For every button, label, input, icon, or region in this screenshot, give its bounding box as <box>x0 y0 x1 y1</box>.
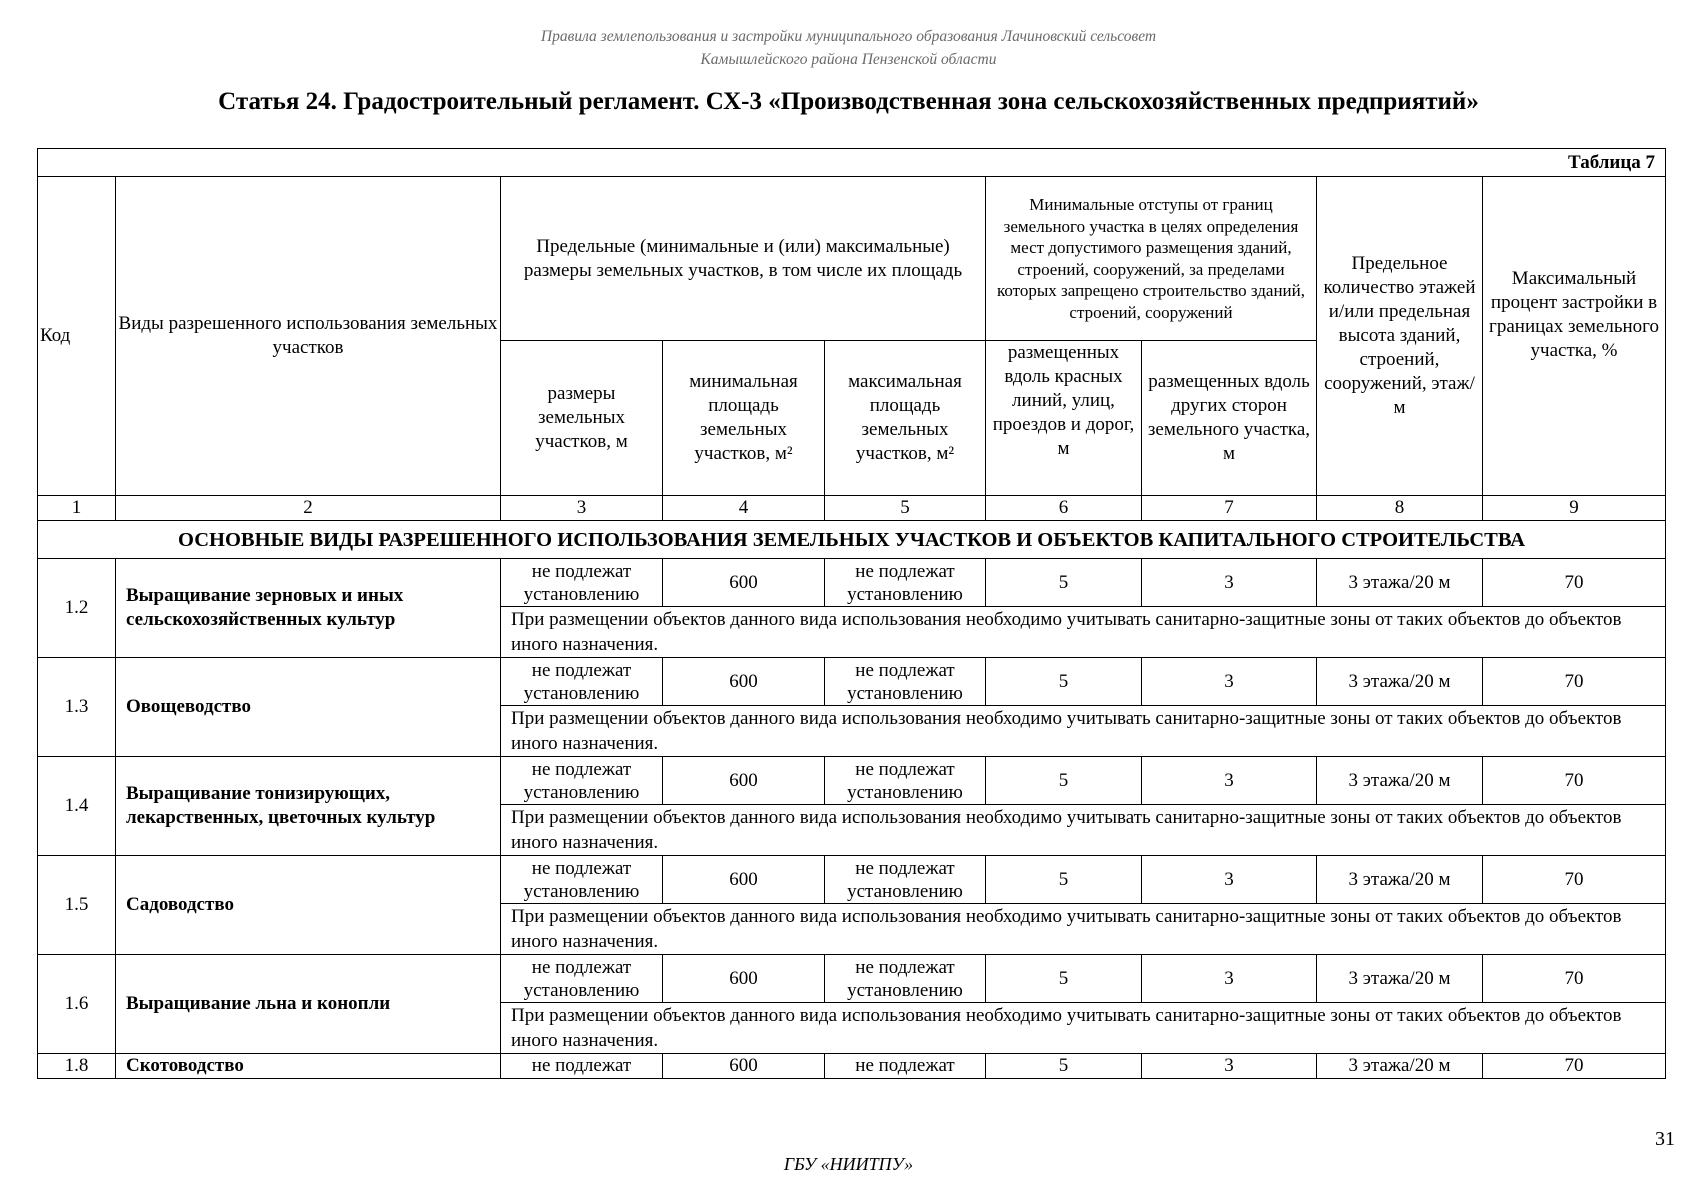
regulation-table <box>37 148 1666 1079</box>
col-number: 7 <box>1142 496 1317 521</box>
size-cell: не подлежат установлению <box>501 856 663 904</box>
header-setback-red: размещенных вдоль красных линий, улиц, проездов и дорог, м <box>986 341 1142 496</box>
running-header-line-1: Правила землепользования и застройки муниципального образования Лачиновский сельсовет <box>540 28 1157 45</box>
max-area-cell: не подлежат установлению <box>825 658 986 706</box>
min-area-cell: 600 <box>663 559 825 607</box>
table-row <box>38 658 1666 706</box>
size-cell: не подлежат <box>501 1054 663 1079</box>
code-cell: 1.3 <box>38 658 116 757</box>
floors-cell: 3 этажа/20 м <box>1317 757 1483 805</box>
col-number: 8 <box>1317 496 1483 521</box>
header-coverage: Максимальный процент застройки в границах земельного участка, % <box>1483 177 1666 496</box>
use-name-cell: Выращивание тонизирующих, лекарственных, цветочных культур <box>116 757 501 856</box>
setback-red-cell: 5 <box>986 559 1142 607</box>
use-name-cell: Скотоводство <box>116 1054 501 1079</box>
setback-other-cell: 3 <box>1142 658 1317 706</box>
code-cell: 1.5 <box>38 856 116 955</box>
note-cell: При размещении объектов данного вида использования необходимо учитывать санитарно-защитные зоны от таких объектов до объектов иного назначения. <box>501 706 1666 757</box>
setback-other-cell: 3 <box>1142 856 1317 904</box>
section-row <box>38 521 1666 559</box>
page-footer: ГБУ «НИИТПУ» <box>783 1154 914 1174</box>
column-numbers-row <box>38 496 1666 521</box>
header-floors: Предельное количество этажей и/или предельная высота зданий, строений, сооружений, этаж/м <box>1317 177 1483 496</box>
coverage-cell: 70 <box>1483 757 1666 805</box>
coverage-cell: 70 <box>1483 955 1666 1003</box>
header-sizes-group: Предельные (минимальные и (или) максимальные) размеры земельных участков, в том числе их площадь <box>501 177 986 341</box>
size-cell: не подлежат установлению <box>501 757 663 805</box>
min-area-cell: 600 <box>663 955 825 1003</box>
min-area-cell: 600 <box>663 658 825 706</box>
table-row <box>38 856 1666 904</box>
min-area-cell: 600 <box>663 757 825 805</box>
col-number: 2 <box>116 496 501 521</box>
setback-other-cell: 3 <box>1142 559 1317 607</box>
note-cell: При размещении объектов данного вида использования необходимо учитывать санитарно-защитные зоны от таких объектов до объектов иного назначения. <box>501 805 1666 856</box>
note-cell: При размещении объектов данного вида использования необходимо учитывать санитарно-защитные зоны от таких объектов до объектов иного назначения. <box>501 1003 1666 1054</box>
max-area-cell: не подлежат установлению <box>825 757 986 805</box>
header-setbacks-group: Минимальные отступы от границ земельного участка в целях определения мест допустимого размещения зданий, строений, сооружений, за пределами которых запрещено строительство зданий, строений, сооружений <box>986 177 1317 341</box>
table-label: Таблица 7 <box>38 149 1666 177</box>
max-area-cell: не подлежат <box>825 1054 986 1079</box>
section-heading: ОСНОВНЫЕ ВИДЫ РАЗРЕШЕННОГО ИСПОЛЬЗОВАНИЯ ЗЕМЕЛЬНЫХ УЧАСТКОВ И ОБЪЕКТОВ КАПИТАЛЬНОГО СТРОИТЕЛЬСТВА <box>38 521 1666 559</box>
use-name-cell: Овощеводство <box>116 658 501 757</box>
col-number: 3 <box>501 496 663 521</box>
setback-red-cell: 5 <box>986 658 1142 706</box>
use-name-cell: Выращивание льна и конопли <box>116 955 501 1054</box>
floors-cell: 3 этажа/20 м <box>1317 1054 1483 1079</box>
size-cell: не подлежат установлению <box>501 559 663 607</box>
setback-red-cell: 5 <box>986 955 1142 1003</box>
max-area-cell: не подлежат установлению <box>825 955 986 1003</box>
use-name-cell: Выращивание зерновых и иных сельскохозяйственных культур <box>116 559 501 658</box>
col-number: 5 <box>825 496 986 521</box>
page-number: 31 <box>1655 1128 1675 1150</box>
table-row <box>38 1054 1666 1079</box>
floors-cell: 3 этажа/20 м <box>1317 658 1483 706</box>
setback-other-cell: 3 <box>1142 1054 1317 1079</box>
table-row <box>38 559 1666 607</box>
coverage-cell: 70 <box>1483 856 1666 904</box>
floors-cell: 3 этажа/20 м <box>1317 955 1483 1003</box>
coverage-cell: 70 <box>1483 1054 1666 1079</box>
max-area-cell: не подлежат установлению <box>825 559 986 607</box>
header-uses: Виды разрешенного использования земельных участков <box>116 177 501 496</box>
code-cell: 1.8 <box>38 1054 116 1079</box>
use-name-cell: Садоводство <box>116 856 501 955</box>
min-area-cell: 600 <box>663 1054 825 1079</box>
table-row <box>38 955 1666 1003</box>
col-number: 4 <box>663 496 825 521</box>
table-label-row <box>38 149 1666 177</box>
running-header-line-2: Камышлейского района Пензенской области <box>700 51 997 68</box>
note-cell: При размещении объектов данного вида использования необходимо учитывать санитарно-защитные зоны от таких объектов до объектов иного назначения. <box>501 607 1666 658</box>
col-number: 9 <box>1483 496 1666 521</box>
setback-red-cell: 5 <box>986 1054 1142 1079</box>
max-area-cell: не подлежат установлению <box>825 856 986 904</box>
col-number: 1 <box>38 496 116 521</box>
floors-cell: 3 этажа/20 м <box>1317 856 1483 904</box>
coverage-cell: 70 <box>1483 559 1666 607</box>
header-size: размеры земельных участков, м <box>501 341 663 496</box>
col-number: 6 <box>986 496 1142 521</box>
header-setback-other: размещенных вдоль других сторон земельного участка, м <box>1142 341 1317 496</box>
code-cell: 1.4 <box>38 757 116 856</box>
setback-other-cell: 3 <box>1142 955 1317 1003</box>
setback-red-cell: 5 <box>986 856 1142 904</box>
header-row-1 <box>38 177 1666 341</box>
page-title: Статья 24. Градостроительный регламент. СХ-3 «Производственная зона сельскохозяйственных предприятий» <box>218 88 1479 115</box>
header-min-area: минимальная площадь земельных участков, м² <box>663 341 825 496</box>
setback-other-cell: 3 <box>1142 757 1317 805</box>
setback-red-cell: 5 <box>986 757 1142 805</box>
size-cell: не подлежат установлению <box>501 658 663 706</box>
code-cell: 1.2 <box>38 559 116 658</box>
floors-cell: 3 этажа/20 м <box>1317 559 1483 607</box>
min-area-cell: 600 <box>663 856 825 904</box>
size-cell: не подлежат установлению <box>501 955 663 1003</box>
coverage-cell: 70 <box>1483 658 1666 706</box>
code-cell: 1.6 <box>38 955 116 1054</box>
header-max-area: максимальная площадь земельных участков, м² <box>825 341 986 496</box>
table-row <box>38 757 1666 805</box>
table-body <box>38 559 1666 1079</box>
header-code: Код <box>38 177 116 496</box>
note-cell: При размещении объектов данного вида использования необходимо учитывать санитарно-защитные зоны от таких объектов до объектов иного назначения. <box>501 904 1666 955</box>
